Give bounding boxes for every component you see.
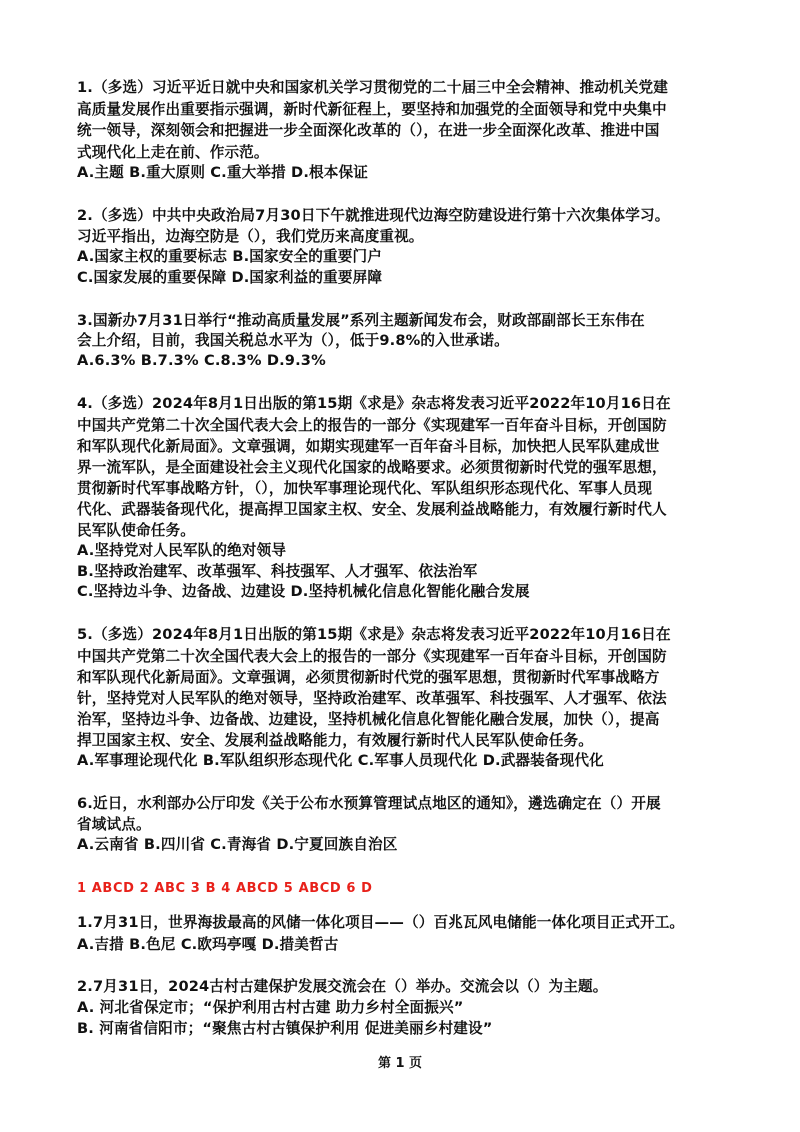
question-4-options-c-d: C.坚持边斗争、边备战、边建设 D.坚持机械化信息化智能化融合发展 <box>77 583 530 600</box>
question-4-text-line-3: 和军队现代化新局面》。文章强调，如期实现建军一百年奋斗目标，加快把人民军队建成世 <box>77 438 660 455</box>
question-4-text-line-2: 中国共产党第二十次全国代表大会上的报告的一部分《实现建军一百年奋斗目标，开创国防 <box>77 417 667 434</box>
question-2-text-line-1: 2.（多选）中共中央政治局7月30日下午就推进现代边海空防建设进行第十六次集体学习。 <box>77 207 670 224</box>
question-2-text-line-2: 习近平指出，边海空防是（），我们党历来高度重视。 <box>77 228 424 245</box>
question-1-text-line-4: 式现代化上走在前、作示范。 <box>77 144 269 161</box>
question-4-text-line-7: 民军队使命任务。 <box>77 522 195 539</box>
question-5-text-line-2: 中国共产党第二十次全国代表大会上的报告的一部分《实现建军一百年奋斗目标，开创国防 <box>77 648 667 665</box>
question-6-text-line-1: 6.近日，水利部办公厅印发《关于公布水预算管理试点地区的通知》，遴选确定在（）开展 <box>77 795 661 812</box>
question-5-options: A.军事理论现代化 B.军队组织形态现代化 C.军事人员现代化 D.武器装备现代化 <box>77 752 604 769</box>
question-4-option-b: B.坚持政治建军、改革强军、科技强军、人才强军、依法治军 <box>77 563 478 580</box>
question-2-options-line-2: C.国家发展的重要保障 D.国家利益的重要屏障 <box>77 269 383 286</box>
question-4-text-line-5: 贯彻新时代军事战略方针，（），加快军事理论现代化、军队组织形态现代化、军事人员现 <box>77 480 653 497</box>
question-5-text-line-1: 5.（多选）2024年8月1日出版的第15期《求是》杂志将发表习近平2022年10月16日在 <box>77 626 671 643</box>
question2-2-option-b: B. 河南省信阳市；“聚焦古村古镇保护利用 促进美丽乡村建设” <box>77 1020 493 1037</box>
question-6-options: A.云南省 B.四川省 C.青海省 D.宁夏回族自治区 <box>77 836 398 853</box>
answer-key: 1 ABCD 2 ABC 3 B 4 ABCD 5 ABCD 6 D <box>77 881 373 896</box>
question-6-text-line-2: 省域试点。 <box>77 816 151 833</box>
question-1-options: A.主题 B.重大原则 C.重大举措 D.根本保证 <box>77 164 368 181</box>
question2-2-text: 2.7月31日，2024古村古建保护发展交流会在（）举办。交流会以（）为主题。 <box>77 978 608 995</box>
question-1-text-line-3: 统一领导，深刻领会和把握进一步全面深化改革的（），在进一步全面深化改革、推进中国 <box>77 122 660 139</box>
question2-2-option-a: A. 河北省保定市；“保护利用古村古建 助力乡村全面振兴” <box>77 999 464 1016</box>
question-3-text-line-2: 会上介绍，目前，我国关税总水平为（），低于9.8%的入世承诺。 <box>77 332 509 349</box>
question-4-option-a: A.坚持党对人民军队的绝对领导 <box>77 542 287 559</box>
question-4-text-line-1: 4.（多选）2024年8月1日出版的第15期《求是》杂志将发表习近平2022年10月16日在 <box>77 395 671 412</box>
question-5-text-line-4: 针，坚持党对人民军队的绝对领导，坚持政治建军、改革强军、科技强军、人才强军、依法 <box>77 690 667 707</box>
question-5-text-line-6: 捍卫国家主权、安全、发展利益战略能力，有效履行新时代人民军队使命任务。 <box>77 732 594 749</box>
page-number: 第 1 页 <box>377 1056 423 1071</box>
question-5-text-line-5: 治军，坚持边斗争、边备战、边建设，坚持机械化信息化智能化融合发展，加快（），提高 <box>77 711 660 728</box>
question-3-options: A.6.3% B.7.3% C.8.3% D.9.3% <box>77 352 326 369</box>
question-2-options-line-1: A.国家主权的重要标志 B.国家安全的重要门户 <box>77 248 382 265</box>
question-3-text-line-1: 3.国新办7月31日举行“推动高质量发展”系列主题新闻发布会，财政部副部长王东伟在 <box>77 312 645 329</box>
question2-1-text: 1.7月31日，世界海拔最高的风储一体化项目——（）百兆瓦风电储能一体化项目正式开工。 <box>77 914 685 931</box>
question-4-text-line-6: 代化、武器装备现代化，提高捍卫国家主权、安全、发展利益战略能力，有效履行新时代人 <box>77 501 667 518</box>
question-4-text-line-4: 界一流军队，是全面建设社会主义现代化国家的战略要求。必须贯彻新时代党的强军思想， <box>77 459 667 476</box>
question-1-text-line-2: 高质量发展作出重要指示强调，新时代新征程上，要坚持和加强党的全面领导和党中央集中 <box>77 101 667 118</box>
question-1-text-line-1: 1.（多选）习近平近日就中央和国家机关学习贯彻党的二十届三中全会精神、推动机关党建 <box>77 79 669 96</box>
question2-1-options: A.吉措 B.色尼 C.欧玛亭嘎 D.措美哲古 <box>77 936 339 953</box>
question-5-text-line-3: 和军队现代化新局面》。文章强调，必须贯彻新时代党的强军思想，贯彻新时代军事战略方 <box>77 669 660 686</box>
